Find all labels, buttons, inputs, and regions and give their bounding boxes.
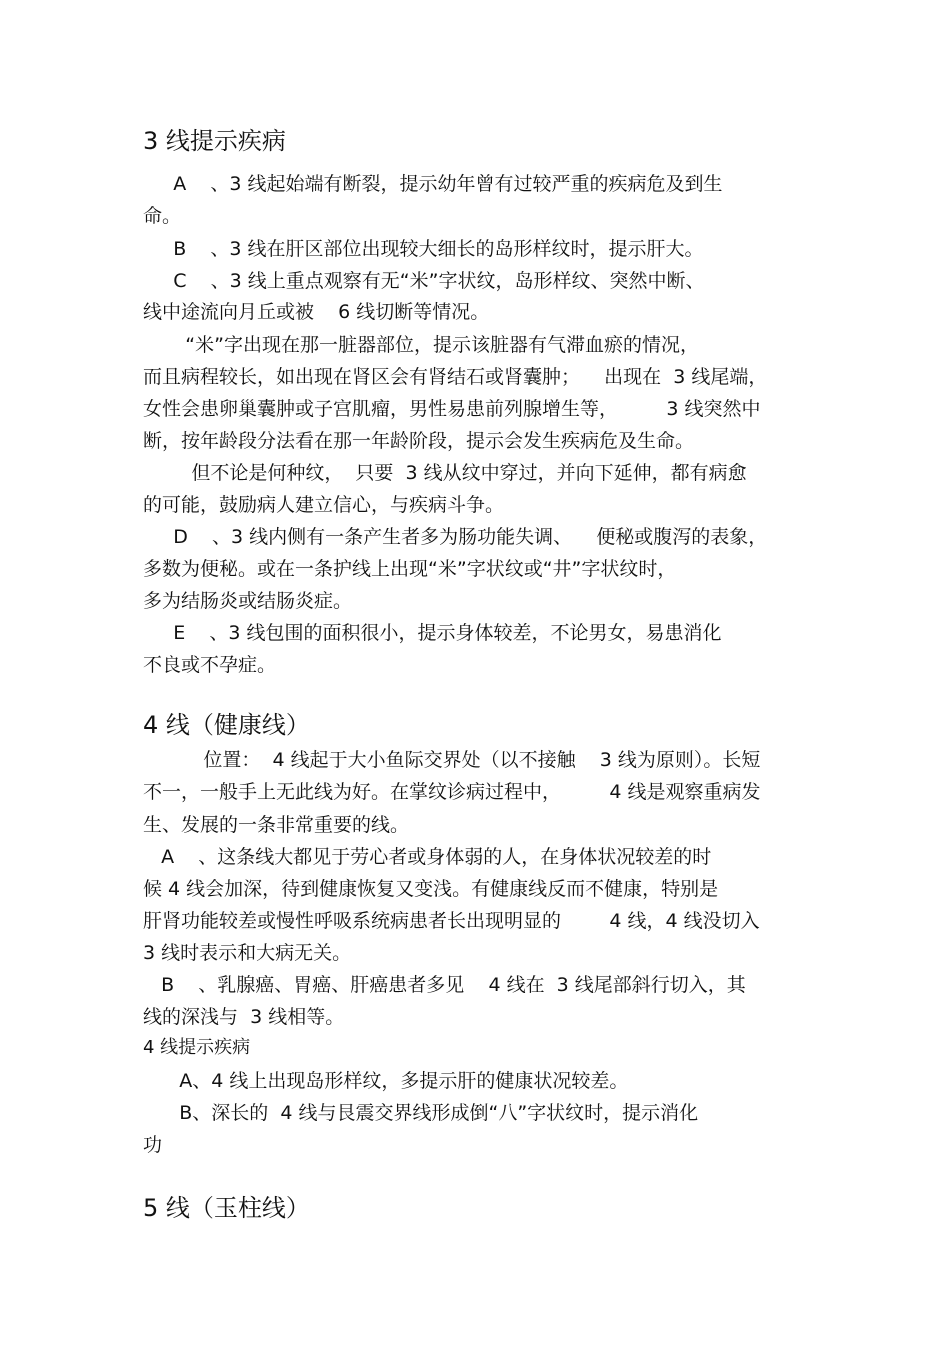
section-3-line: B 、3 线在肝区部位出现较大细长的岛形样纹时，提示肝大。 [143,238,704,260]
section-4-line: B 、乳腺癌、胃癌、肝癌患者多见 4 线在 3 线尾部斜行切入，其 [143,974,746,996]
section-3-line: 而且病程较长，如出现在肾区会有肾结石或肾囊肿； 出现在 3 线尾端， [143,366,768,388]
section-3-line: 断，按年龄段分法看在那一年龄阶段，提示会发生疾病危及生命。 [143,430,695,452]
section-3-line: C 、3 线上重点观察有无“米”字状纹，岛形样纹、突然中断、 [143,270,705,292]
section-4-line: 位置： 4 线起于大小鱼际交界处（以不接触 3 线为原则）。长短 [143,749,761,771]
section-5-heading: 5 线（玉柱线） [143,1194,310,1222]
section-3-line: “米”字出现在那一脏器部位，提示该脏器有气滞血瘀的情况， [143,334,699,356]
section-4-subline: 功 [143,1134,163,1156]
section-3-line: 不良或不孕症。 [143,654,277,676]
section-3-line: 多为结肠炎或结肠炎症。 [143,590,353,612]
section-4-line: 线的深浅与 3 线相等。 [143,1006,345,1028]
section-3-line: E 、3 线包围的面积很小，提示身体较差，不论男女，易患消化 [143,622,722,644]
section-4-line: 3 线时表示和大病无关。 [143,942,352,964]
section-4-subheading: 4 线提示疾病 [143,1037,251,1058]
section-4-line: 肝肾功能较差或慢性呼吸系统病患者长出现明显的 4 线，4 线没切入 [143,910,760,932]
section-4-subline: B、深长的 4 线与艮震交界线形成倒“八”字状纹时，提示消化 [143,1102,699,1124]
section-3-line: 多数为便秘。或在一条护线上出现“米”字状纹或“井”字状纹时， [143,558,677,580]
section-3-line: 线中途流向月丘或被 6 线切断等情况。 [143,301,490,323]
section-3-line: 但不论是何种纹， 只要 3 线从纹中穿过，并向下延伸，都有病愈 [143,462,747,484]
section-4-line: 不一，一般手上无此线为好。在掌纹诊病过程中， 4 线是观察重病发 [143,781,761,803]
section-4-line: A 、这条线大都见于劳心者或身体弱的人，在身体状况较差的时 [143,846,712,868]
section-3-heading: 3 线提示疾病 [143,127,286,155]
section-3-line: 命。 [143,205,182,227]
section-3-line: D 、3 线内侧有一条产生者多为肠功能失调、 便秘或腹泻的表象， [143,526,768,548]
section-4-heading: 4 线（健康线） [143,711,310,739]
section-4-line: 候 4 线会加深，待到健康恢复又变浅。有健康线反而不健康，特别是 [143,878,719,900]
section-4-subline: A、4 线上出现岛形样纹，多提示肝的健康状况较差。 [143,1070,629,1092]
section-4-line: 生、发展的一条非常重要的线。 [143,814,410,836]
section-3-line: 的可能，鼓励病人建立信心，与疾病斗争。 [143,494,505,516]
section-3-line: A 、3 线起始端有断裂，提示幼年曾有过较严重的疾病危及到生 [143,173,723,195]
section-3-line: 女性会患卵巢囊肿或子宫肌瘤，男性易患前列腺增生等， 3 线突然中 [143,398,761,420]
